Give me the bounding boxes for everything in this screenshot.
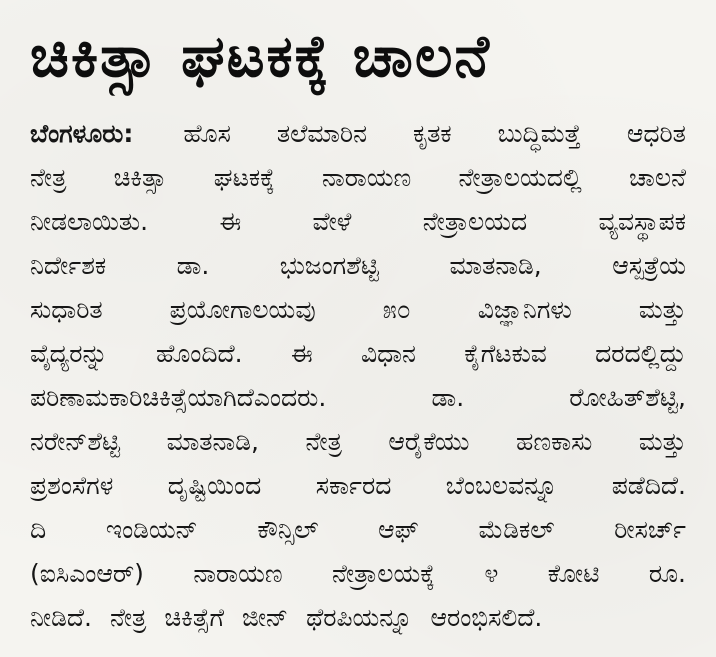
article-word: ಕೃತಕ [413, 119, 452, 148]
article-word: ಥೆರಪಿಯನ್ನೂ [306, 603, 413, 632]
article-line [30, 156, 686, 200]
article-word: ಮಾತನಾಡಿ, [449, 251, 542, 280]
article-word: ಮಾತನಾಡಿ, [166, 427, 259, 456]
article-word: ನರೇನ್‌ಶೆಟ್ಟಿ [30, 427, 121, 456]
article-word: ನೀಡಲಾಯಿತು. [30, 207, 149, 236]
article-line [30, 376, 686, 420]
article-line [30, 552, 686, 596]
article-word: ೪ [484, 559, 499, 588]
article-word: ವ್ಯವಸ್ಥಾಪಕ [598, 207, 686, 236]
article-word: ಸರ್ಕಾರದ [315, 471, 392, 500]
article-word: ಬೆಂಬಲವನ್ನೂ [445, 471, 558, 500]
article-line [30, 596, 686, 640]
article-word: ಡಾ. [176, 251, 210, 280]
article-line [30, 464, 686, 508]
article-word: ನೇತ್ರ [305, 427, 342, 456]
article-word: ಪ್ರಯೋಗಾಲಯವು [169, 295, 316, 324]
article-word: ಆಧರಿತ [626, 119, 686, 148]
article-word: ವೈದ್ಯರನ್ನು [30, 339, 108, 368]
article-word: ಚಿಕಿತ್ಸೆಗೆ [164, 603, 225, 632]
article-word: ನಿರ್ದೇಶಕ [30, 251, 107, 280]
article-word: ಕೌನ್ಸಿಲ್ [257, 515, 319, 544]
article-word: ನೇತ್ರಾಲಯದ [422, 207, 528, 236]
article-word: ಮೆಡಿಕಲ್ [478, 515, 555, 544]
article-word: ದರದಲ್ಲಿದ್ದು [595, 339, 686, 368]
article-word: ಈ [290, 339, 313, 368]
article-word: ಮತ್ತು [638, 295, 686, 324]
headline: ಚಿಕಿತ್ಸಾ ಘಟಕಕ್ಕೆ ಚಾಲನೆ [30, 22, 491, 90]
dateline: ಬೆಂಗಳೂರು: [30, 119, 134, 148]
article-word: ಆರಂಭಿಸಲಿದೆ. [430, 603, 543, 632]
article-word: ನೇತ್ರ [30, 163, 67, 192]
article-word: ಹೊಂದಿದೆ. [156, 339, 243, 368]
article-word: ನೀಡಿದೆ. [30, 603, 92, 632]
article-word: ದೃಷ್ಟಿಯಿಂದ [167, 471, 262, 500]
article-word: ವಿಜ್ಞಾನಿಗಳು [477, 295, 572, 324]
article-word: ಸುಧಾರಿತ [30, 295, 103, 324]
article-word: ದಿ [30, 515, 47, 544]
article-word: ಮತ್ತು [638, 427, 686, 456]
article-word: ನಾರಾಯಣ [193, 559, 283, 588]
article-line [30, 244, 686, 288]
article-word: ರೀಸರ್ಚ್ [614, 515, 686, 544]
article-word: ಆಫ್ [378, 515, 419, 544]
article-line [30, 332, 686, 376]
article-word: ಈ [219, 207, 242, 236]
article-word: ಚಿಕಿತ್ಸಾ [113, 163, 167, 192]
article-word: ನೇತ್ರಾಲಯಕ್ಕೆ [332, 559, 435, 588]
article-word: ನಾರಾಯಣ [321, 163, 412, 192]
article-word: ಕೋಟಿ [547, 559, 600, 588]
article-word: ಬುದ್ಧಿಮತ್ತೆ [497, 119, 581, 148]
article-word: ಡಾ. [431, 383, 465, 412]
article-line [30, 112, 686, 156]
article-word: ಪಡೆದಿದೆ. [611, 471, 686, 500]
article-word: ಕೈಗೆಟಕುವ [464, 339, 547, 368]
article-body [30, 112, 686, 640]
article-word: ಆರೈಕೆಯು [388, 427, 470, 456]
article-word: ಪ್ರಶಂಸೆಗಳ [30, 471, 114, 500]
article-word: ಹಣಕಾಸು [516, 427, 593, 456]
article-line [30, 200, 686, 244]
article-word: (ಐಸಿಎಂಆರ್) [30, 559, 144, 588]
article-word: ರೂ. [648, 559, 686, 588]
article-word: ಘಟಕಕ್ಕೆ [213, 163, 275, 192]
article-line [30, 288, 686, 332]
article-word: ನೇತ್ರ [109, 603, 147, 632]
article-word: ಹೊಸ [183, 119, 231, 148]
article-line [30, 508, 686, 552]
article-word: ತಲೆಮಾರಿನ [276, 119, 368, 148]
article-word: ಇಂಡಿಯನ್ [105, 515, 198, 544]
article-word: ಆಸ್ಪತ್ರೆಯ [612, 251, 686, 280]
article-word: ವೇಳೆ [312, 207, 352, 236]
article-word: ನೇತ್ರಾಲಯದಲ್ಲಿ [458, 163, 582, 192]
article-word: ರೋಹಿತ್‌ಶೆಟ್ಟಿ, [569, 383, 686, 412]
article-word: ಜೀನ್ [242, 603, 289, 632]
article-word: ಪರಿಣಾಮಕಾರಿಚಿಕಿತ್ಸೆಯಾಗಿದೆಎಂದರು. [30, 383, 327, 412]
article-word: ಚಾಲನೆ [628, 163, 686, 192]
article-word: ವಿಧಾನ [360, 339, 416, 368]
article-word: ಭುಜಂಗಶೆಟ್ಟಿ [279, 251, 380, 280]
article-word: ೫೦ [382, 295, 411, 324]
article-line [30, 420, 686, 464]
